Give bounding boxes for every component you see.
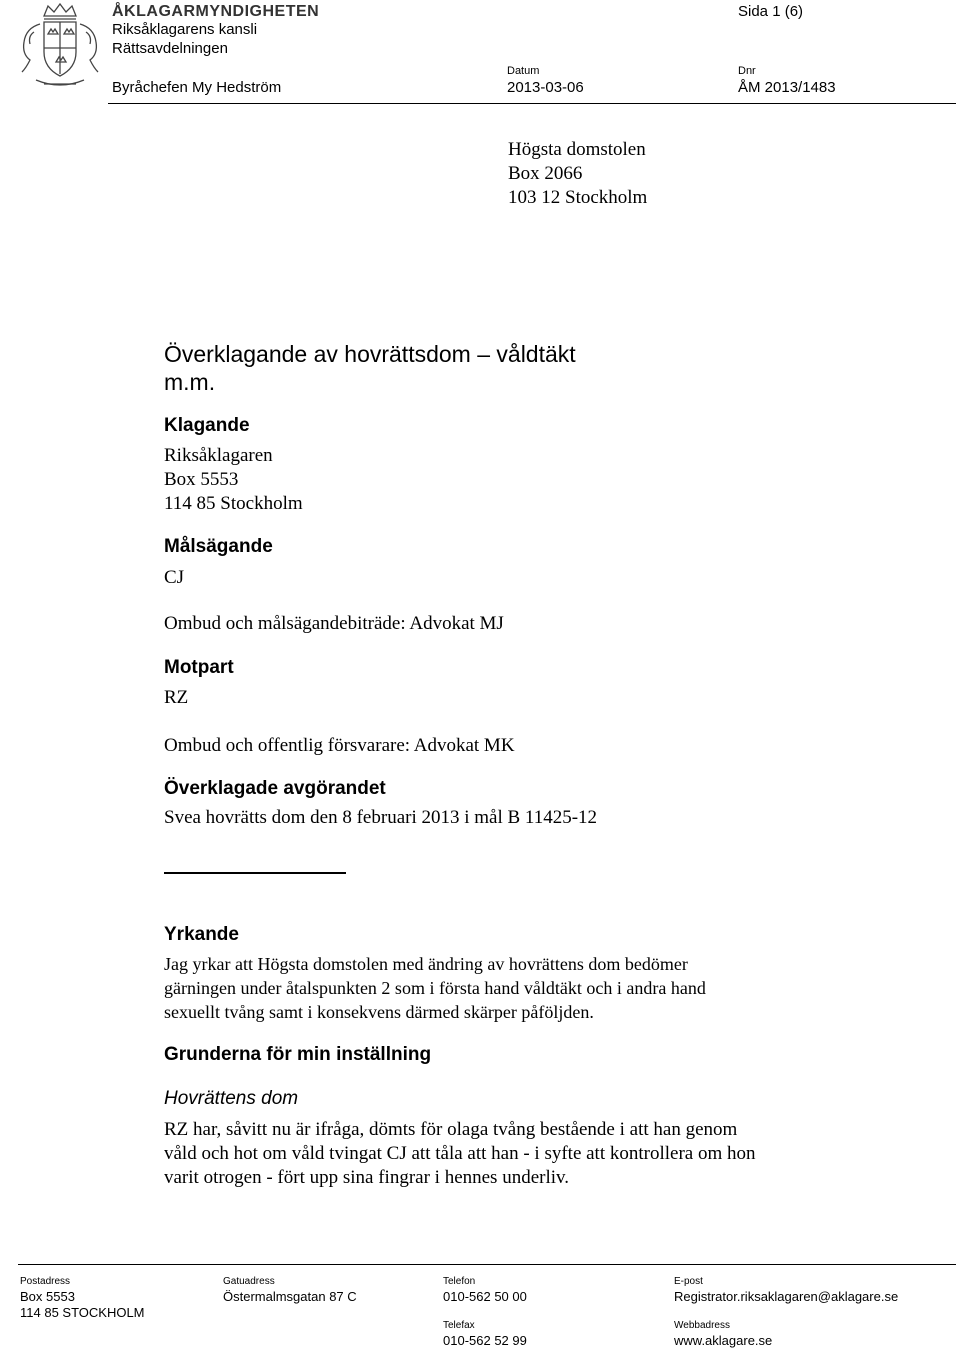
grunderna-line: våld och hot om våld tvingat CJ att tåla att han - i syfte att kontrollera om hon [164, 1143, 756, 1164]
office-name: Riksåklagarens kansli [112, 21, 258, 38]
document-title-line2: m.m. [164, 369, 216, 395]
author-name: Byråchefen My Hedström [112, 79, 282, 96]
footer-divider [18, 1264, 956, 1265]
dnr-label: Dnr [738, 65, 756, 77]
postadress-line1: Box 5553 [20, 1289, 75, 1304]
recipient-city: 103 12 Stockholm [508, 187, 648, 208]
telefax: 010-562 52 99 [443, 1333, 527, 1348]
motpart-name: RZ [164, 687, 189, 708]
avgorande-text: Svea hovrätts dom den 8 februari 2013 i mål B 11425-12 [164, 807, 598, 828]
document-title-line1: Överklagande av hovrättsdom – våldtäkt [164, 341, 576, 367]
klagande-heading: Klagande [164, 415, 250, 436]
yrkande-line: Jag yrkar att Högsta domstolen med ändring av hovrättens dom bedömer [164, 954, 688, 974]
gatuadress: Östermalmsgatan 87 C [223, 1289, 357, 1304]
yrkande-line: gärningen under åtalspunkten 2 som i första hand våldtäkt och i andra hand [164, 978, 706, 998]
document-date: 2013-03-06 [507, 79, 584, 96]
avgorande-heading: Överklagade avgörandet [164, 778, 386, 799]
agency-name-logo: ÅKLAGARMYNDIGHETEN [112, 3, 320, 20]
epost-label: E-post [674, 1276, 703, 1287]
motpart-heading: Motpart [164, 657, 234, 678]
yrkande-heading: Yrkande [164, 924, 239, 945]
telefon: 010-562 50 00 [443, 1289, 527, 1304]
postadress-line2: 114 85 STOCKHOLM [20, 1305, 145, 1320]
department-name: Rättsavdelningen [112, 40, 228, 57]
yrkande-line: sexuellt tvång samt i konsekvens därmed skärper påföljden. [164, 1002, 594, 1022]
epost-link[interactable]: Registrator.riksaklagaren@aklagare.se [674, 1289, 899, 1304]
document-dnr: ÅM 2013/1483 [738, 79, 836, 96]
motpart-ombud: Ombud och offentlig försvarare: Advokat MK [164, 735, 515, 756]
webbadress-link[interactable]: www.aklagare.se [674, 1333, 773, 1348]
grunderna-line: varit otrogen - fört upp sina fingrar i hennes underliv. [164, 1167, 570, 1188]
recipient-box: Box 2066 [508, 163, 583, 184]
klagande-box: Box 5553 [164, 469, 239, 490]
hovrattens-dom-subheading: Hovrättens dom [164, 1088, 299, 1109]
malsagande-name: CJ [164, 567, 185, 588]
recipient-name: Högsta domstolen [508, 139, 646, 160]
webbadress-label: Webbadress [674, 1320, 730, 1331]
telefon-label: Telefon [443, 1276, 476, 1287]
page-number: Sida 1 (6) [738, 3, 804, 20]
malsagande-ombud: Ombud och målsägandebiträde: Advokat MJ [164, 613, 504, 634]
header-divider [108, 103, 956, 104]
klagande-city: 114 85 Stockholm [164, 493, 303, 514]
klagande-name: Riksåklagaren [164, 445, 273, 466]
date-label: Datum [507, 65, 540, 77]
malsagande-heading: Målsägande [164, 536, 273, 557]
gatuadress-label: Gatuadress [223, 1276, 275, 1287]
grunderna-line: RZ har, såvitt nu är ifråga, dömts för olaga tvång bestående i att han genom [164, 1119, 738, 1140]
telefax-label: Telefax [443, 1320, 475, 1331]
grunderna-heading: Grunderna för min inställning [164, 1044, 432, 1065]
postadress-label: Postadress [20, 1276, 71, 1287]
coat-of-arms-emblem [14, 2, 106, 92]
section-divider [164, 872, 346, 874]
